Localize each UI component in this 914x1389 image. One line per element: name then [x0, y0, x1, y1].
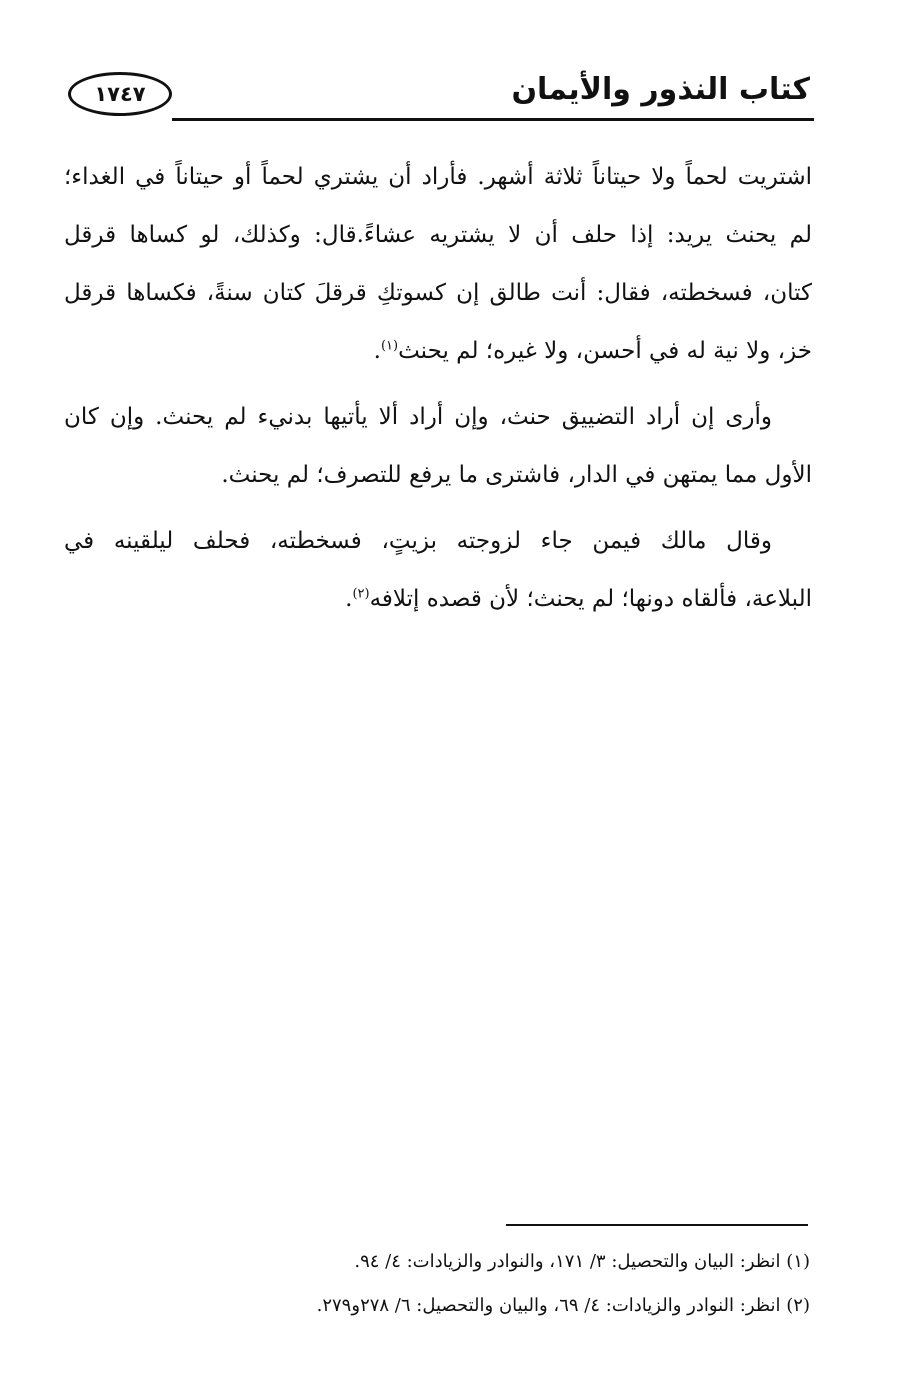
text-segment: . [345, 586, 353, 612]
text-segment: خز، ولا نية له في أحسن، ولا غيره؛ لم يحنث [398, 338, 812, 364]
page-header [62, 62, 814, 124]
paragraph-3 [64, 512, 812, 628]
text-line: الأول مما يمتهن في الدار، فاشترى ما يرفع للتصرف؛ لم يحنث. [221, 462, 812, 488]
main-text [64, 148, 812, 636]
footnote-1: (١) انظر: البيان والتحصيل: ٣/ ١٧١، والنوادر والزيادات: ٤/ ٩٤. [354, 1251, 810, 1272]
paragraph-2 [64, 388, 812, 504]
footnote-separator [506, 1224, 808, 1226]
text-line [64, 322, 812, 380]
text-line: وأرى إن أراد التضييق حنث، وإن أراد ألا يأتيها بدنيء لم يحنث. وإن كان [64, 404, 772, 430]
book-title: كتاب النذور والأيمان [511, 72, 810, 107]
paragraph-1 [64, 148, 812, 380]
text-segment: . [373, 338, 381, 364]
text-segment: البلاعة، فألقاه دونها؛ لم يحنث؛ لأن قصده إتلافه [369, 586, 812, 612]
footnote-marker: (٢) [352, 586, 370, 602]
text-line: لم يحنث يريد: إذا حلف أن لا يشتريه عشاءً.قال: وكذلك، لو كساها قرقل [64, 222, 812, 248]
text-line: اشتريت لحماً ولا حيتاناً ثلاثة أشهر. فأراد أن يشتري لحماً أو حيتاناً في الغداء؛ [64, 164, 812, 190]
text-line: كتان، فسخطته، فقال: أنت طالق إن كسوتكِ قرقلَ كتان سنةً، فكساها قرقل [64, 280, 812, 306]
footnote-marker: (١) [380, 338, 399, 354]
footnotes [110, 1240, 810, 1328]
text-line [64, 570, 812, 628]
page-number: ١٧٤٧ [94, 82, 146, 106]
header-rule [172, 118, 814, 121]
footnote-2: (٢) انظر: النوادر والزيادات: ٤/ ٦٩، والبيان والتحصيل: ٦/ ٢٧٨و٢٧٩. [316, 1295, 810, 1316]
page-number-badge [68, 72, 172, 116]
text-line: وقال مالك فيمن جاء لزوجته بزيتٍ، فسخطته، فحلف ليلقينه في [64, 528, 772, 554]
